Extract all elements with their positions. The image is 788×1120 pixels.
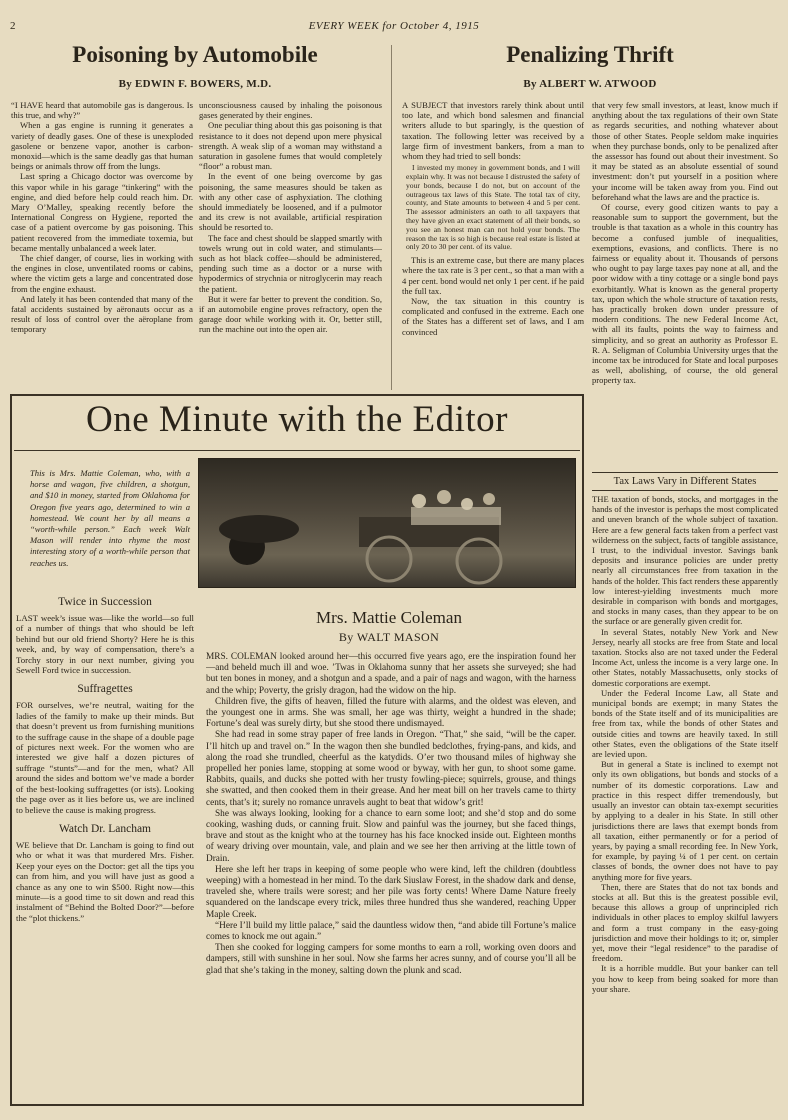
paragraph: MRS. COLEMAN looked around her—this occurred five years ago, ere the inspiration found her—and beheld much ill and woe. ’Twas in Oklahoma sunny that her assets she surveyed; she had but ten bones in money, and a shotgun and a spade, and a pair of nags and wagon, with the harness and the whip; Poverty, the grisly dragon, had the widow on the hip.	[206, 652, 576, 696]
wagon-photo-icon	[199, 459, 577, 589]
paragraph: One peculiar thing about this gas poisoning is that resistance to it does not depend upon mere physical strength. A weak slip of a woman may withstand a saturation in gasolene fumes that would completely “floor” a robust man.	[199, 120, 382, 172]
paragraph: She had read in some stray paper of free lands in Oregon. “That,” she said, “will be the caper. I’ll hitch up and travel on.” In the wagon then she bundled bedclothes, frying-pans, and kids, and along the road she trundled, cheerful as the katydids. O’er two thousand miles of highway she propelled her ponies lame, stopping at some wood or byway, with her gun, to shoot some game. Rabbits, quails, and ducks she potted with her trusty fowling-piece; squirrels, grouse, and things she swatted, and then cooked them in their grease. And her meat bill on her travels came to thirty cents, that’s it; surely no romance unravels aught to beat that widow’s grit!	[206, 730, 576, 808]
paragraph: that very few small investors, at least, know much if anything about the tax regulations of their own State as regards securities, and nothing whatever about those of other States. People seldom make inquiries when they purchase bonds, only to be penalized after the assessor has found out about their investment. So it may be stated as an absolute essential of sound investment: don’t put yourself in a position where your income will be taken away from you. Find out beforehand what the laws are and the practice is.	[592, 100, 778, 202]
section-rule	[592, 472, 778, 473]
paragraph: This is an extreme case, but there are many places where the tax rate is 3 per cent., so that a man with a 4 per cent. bond would net only 1 per cent. if he paid the full tax.	[402, 255, 584, 296]
paragraph: Of course, every good citizen wants to pay a reasonable sum to support the government, but the trouble is that taxation as a whole in this country has become a confused jumble of inequalities, exemptions, evasions, and conflicts. There is no fairness or equality about it. Thousands of persons who ought to pay large taxes pay none at all, and the poor widow with a tiny cottage or a single bond pays exorbitantly. What is known as the general property tax, upon which the whole structure of taxation rests, has practically broken down under pressure of modern conditions. The new Federal Income Act, with all its faults, points the way to fairness and simplicity, and so great an authority as Professor E. R. A. Seligman of Columbia University urges that the income tax be introduced for State and local purposes as well, abolishing, of course, the old general property tax.	[592, 202, 778, 386]
photo-caption: This is Mrs. Mattie Coleman, who, with a horse and wagon, five children, a shotgun, and $10 in money, started from Oklahoma for Oregon five years ago, determined to win a homestead. We count her by all means a “worth-while person.” Each week Walt Mason will render into rhyme the most interesting story of a worth-while person that reaches us.	[30, 468, 190, 568]
article-column	[592, 494, 778, 1106]
paragraph: But in general a State is inclined to exempt not only its own obligations, but bonds and stocks of a number of its domestic corporations. Law and practice in this respect differ tremendously, but usually an investor can obtain tax-exempt securities by applying to a dealer in his State. In still other jurisdictions there are laws that exempt bonds from all taxation, either permanently or for a period of years, by paying a small recording fee. In New York, for example, by paying ¼ of 1 per cent. on certain classes of bonds, the owner does not have to pay anything more for five years.	[592, 759, 778, 882]
editor-notes	[16, 590, 194, 1100]
paragraph: The chief danger, of course, lies in working with the engines in close, unventilated rooms or cabins, where the victim gets a large and concentrated dose from the engine exhaust.	[11, 253, 193, 294]
paragraph: But it were far better to prevent the condition. So, if an automobile engine proves refractory, open the garage door while working with it. Or, better still, run the machine out into the open air.	[199, 293, 382, 335]
coleman-photo	[198, 458, 576, 588]
paragraph: Then she cooked for logging campers for some months to earn a roll, working oven doors and dampers, still with sunshine in her soul. Now she farms her acres sunny, and of course you’ll all be glad that she’s taking in the money, salting down the plunk and scad.	[206, 943, 576, 976]
paragraph: WE believe that Dr. Lancham is going to find out who or what it was that murdered Mrs. Fisher. Keep your eyes on the Doctor: get all the tips you can from him, and you will have just as good a chance as any one to win $500. Right now—this minute—is a good time to sit down and read this instalment of “Behind the Bolted Door?”—before the “plot thickens.”	[16, 839, 194, 923]
paragraph: LAST week’s issue was—like the world—so full of a number of things that who should be left behind but our old friend Shorty? Here he is this week, and, by way of compensation, there’s a Torchy story in our next number, giving you Sewell Ford twice in succession.	[16, 613, 194, 676]
column-rule	[391, 45, 392, 390]
paragraph: Then, there are States that do not tax bonds and stocks at all. But this is the greatest possible evil, because this allows a group of unprincipled rich individuals in other places to employ skilful lawyers and form a trust company in the easy-going jurisdiction and move their holdings to it; or, simpler yet, move their “legal residence” to the paradise of freedom.	[592, 881, 778, 964]
section-subhead: Tax Laws Vary in Different States	[613, 476, 757, 487]
paragraph: She was always looking, looking for a chance to earn some loot; and she’d stop and do some cooking, washing duds, or canning fruit. Slow and painful was the journey, but she faced things, brave and stout as the knight who at the tourney has his face knocked inside out. Eighteen months of weary driving over mountain, vale, and plain and we see her then arriving at the little town of Drain.	[206, 808, 576, 864]
section-subhead: Watch Dr. Lancham	[59, 822, 151, 835]
paragraph: “Here I’ll build my little palace,” said the dauntless widow then, “and abide till Fortune’s malice comes to knock me out again.”	[206, 920, 576, 943]
page-number: 2	[10, 20, 16, 32]
article-column	[402, 100, 584, 390]
poem-byline: By WALT MASON	[338, 630, 440, 644]
paragraph: When a gas engine is running it generates a variety of deadly gases. One of these is unexploded gasolene or benzene vapor, another is carbon-monoxid—which is the same deadly gas that human beings or animals throw off from the lungs.	[11, 120, 193, 172]
paragraph: The face and chest should be slapped smartly with towels wrung out in cold water, and stimulants—such as hot black coffee—should be administered, pending such time as a doctor or a nurse with hypodermics of strychnia or nitroglycerin may reach the patient.	[199, 232, 382, 294]
article-column	[199, 100, 382, 390]
paragraph: Here she left her traps in keeping of some people who were kind, left the children (doubtless weeping) with a homestead in her mind. To the dark Siuslaw Forest, in the shadow dark and dense, traveled she, where trails were sorest; and her pile was forty cents! Where Dame Nature freely squandered on the landscape every trick, miles three hundred thus she wandered, reaching Upper Maple Creek.	[206, 864, 576, 920]
paragraph: Under the Federal Income Law, all State and municipal bonds are exempt; in many States the bonds of the State itself and of its municipalities are free from tax, while the bonds of other States and outside cities and towns are heavily taxed. In still other States, even the obligations of the State itself are levied upon.	[592, 687, 778, 760]
poem-title: Mrs. Mattie Coleman	[316, 608, 462, 627]
paragraph: It is a horrible muddle. But your banker can tell you how to keep from being soaked for more than your share.	[592, 963, 778, 994]
section-subhead: Twice in Succession	[58, 596, 152, 608]
masthead: EVERY WEEK for October 4, 1915	[308, 20, 480, 32]
article-title: Poisoning by Automobile	[72, 42, 318, 67]
paragraph: Children five, the gifts of heaven, filled the future with alarms, and the oldest was eleven, and the youngest one in arms. She was small, her age was thirty, weight a hundred in the shade; Fortune’s deal was surely dirty, but she stood there undismayed.	[206, 696, 576, 730]
poem-body	[206, 652, 576, 1100]
paragraph: THE taxation of bonds, stocks, and mortgages in the hands of the investor is perhaps the most complicated and uneven branch of the whole subject of taxation. Here are a few general facts taken from a perfect vast wilderness on the subject, facts of tangible assistance, I trust, to the individual investor. Savings bank deposits and insurance policies are under pretty nearly all circumstances free from taxation in the hands of the holder. This fact renders these apparently low interest-yielding investments much more desirable in comparison with bonds and mortgages, and stocks in many cases, than they appear to be on the surface or are generally given credit for.	[592, 494, 778, 627]
paragraph: Now, the tax situation in this country is complicated and confused in the extreme. Each one of the States has a different set of laws, and I am convinced	[402, 296, 584, 337]
quoted-letter: I invested my money in government bonds, and I will explain why. It was not because I distrusted the safety of your bonds, because I do not, but on account of the outrageous tax laws of this State. The total tax of city, county, and State amounts to between 4 and 5 per cent. The assessor administers an oath to all taxpayers that they have given an exact statement of all their bonds, so you see an honest man can not hold your bonds. The reason the tax is so high is because real estate is listed at only 20 to 30 per cent. of its value.	[406, 163, 580, 252]
section-rule	[592, 490, 778, 491]
paragraph: In several States, notably New York and New Jersey, nearly all stocks are free from State and local taxation. Stocks also are not taxed under the Federal Income Act, unless the income is a very large one. In other States, notably Massachusetts, only stocks of domestic corporations are exempt.	[592, 626, 778, 688]
paragraph: Last spring a Chicago doctor was overcome by this vapor while in his garage “tinkering” with the engine, and died before help could reach him. Dr. Mary O’Malley, speaking recently before the International Congress on Hygiene, reported the case of a patient overcome by gas poisoning. This patient recovered from the immediate toxemia, but became mentally unbalanced a week later.	[11, 171, 193, 253]
section-subhead: Suffragettes	[77, 683, 133, 696]
section-rule	[14, 450, 580, 451]
editor-box-title: One Minute with the Editor	[86, 399, 508, 440]
paragraph: And lately it has been contended that many of the fatal accidents sustained by aëronauts occur as a result of loss of control over the aëroplane from temporary	[11, 293, 193, 335]
article-column	[11, 100, 193, 390]
paragraph: FOR ourselves, we’re neutral, waiting for the ladies of the family to make up their minds. But that doesn’t prevent us from furnishing munitions to the suffrage cause in the shape of a double page of pictures next week. For the women who are interested we give half a dozen pictures of suffrage “stunts”—and for the men, what? All around the sides and bottom we’ve made a border of the best-looking suffragettes (or ists). Looking the page over as it lies before us, we are inclined to believe the cause is making progress.	[16, 700, 194, 815]
article-byline: By ALBERT W. ATWOOD	[523, 78, 657, 90]
paragraph: “I HAVE heard that automobile gas is dangerous. Is this true, and why?”	[11, 100, 193, 121]
paragraph: A SUBJECT that investors rarely think about until too late, and which bond salesmen and financial writers allude to but sparingly, is the question of taxation. The following letter was received by a large firm of investment bankers, from a man to whom they had tried to sell bonds:	[402, 100, 584, 162]
paragraph: unconsciousness caused by inhaling the poisonous gases generated by their engines.	[199, 100, 382, 121]
article-title: Penalizing Thrift	[506, 42, 674, 67]
article-byline: By EDWIN F. BOWERS, M.D.	[118, 78, 272, 90]
paragraph: In the event of one being overcome by gas poisoning, the same measures should be taken as with any other case of asphyxiation. The clothing should immediately be loosened, and if a pulmotor and its crew is not available, artificial respiration should be resorted to.	[199, 171, 382, 233]
article-column	[592, 100, 778, 470]
